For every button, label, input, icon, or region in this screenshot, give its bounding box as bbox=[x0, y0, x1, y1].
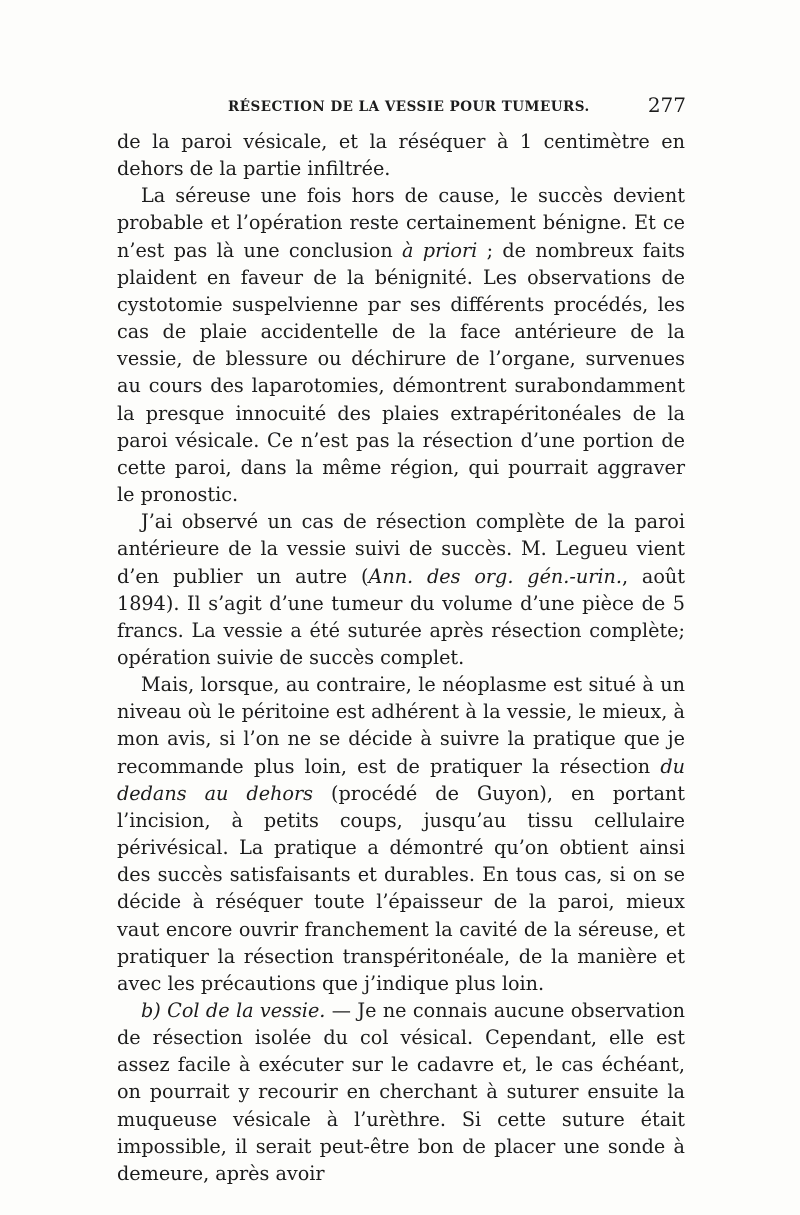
text-run: — Je ne connais aucune observation de résection isolée du col vésical. Cependant, elle est assez facile à exécuter sur le cadavre et, le cas échéant, on pourrait y recourir en cherchant à suturer ensuite la muqueuse vésicale à l’urèthre. Si cette suture était impossible, il serait peut-être bon de placer une sonde à demeure, après avoir bbox=[117, 999, 685, 1185]
page-number: 277 bbox=[647, 93, 686, 117]
paragraph bbox=[117, 997, 685, 1187]
text-run: , août 1894). Il s’agit d’une tumeur du volume d’une pièce de 5 francs. La vessie a été suturée après résection complète; opération suivie de succès complet. bbox=[117, 564, 685, 669]
paragraph bbox=[117, 128, 685, 182]
paragraph bbox=[117, 182, 685, 508]
paragraph bbox=[117, 508, 685, 671]
italic-text: b) Col de la vessie. bbox=[141, 999, 326, 1022]
text-run: La séreuse une fois hors de cause, le succès devient probable et l’opération reste certainement bénigne. Et ce n’est pas là une conclusion bbox=[117, 184, 685, 262]
text-run: Mais, lorsque, au contraire, le néoplasme est situé à un niveau où le péritoine est adhérent à la vessie, le mieux, à mon avis, si l’on ne se décide à suivre la pratique que je recommande plus loin, est de pratiquer la résection bbox=[117, 673, 685, 778]
text-run: J’ai observé un cas de résection complète de la paroi antérieure de la vessie suivi de succès. M. Legueu vient d’en publier un autre ( bbox=[117, 510, 685, 588]
italic-text: à priori bbox=[402, 238, 478, 262]
text-run: (procédé de Guyon), en portant l’incision, à petits coups, jusqu’au tissu cellulaire périvésical. La pratique a démontré qu’on obtient ainsi des succès satisfaisants et durables. En tous cas, si on se décide à réséquer toute l’épaisseur de la paroi, mieux vaut encore ouvrir franchement la cavité de la séreuse, et pratiquer la résection transpéritonéale, de la manière et avec les précautions que j’indique plus loin. bbox=[117, 781, 685, 995]
paragraph bbox=[117, 671, 685, 997]
running-title: RÉSECTION DE LA VESSIE POUR TUMEURS. bbox=[228, 99, 590, 115]
page-header bbox=[120, 93, 686, 123]
text-run: de la paroi vésicale, et la réséquer à 1 centimètre en dehors de la partie infiltrée. bbox=[117, 130, 685, 181]
italic-text: du dedans au dehors bbox=[117, 754, 685, 805]
italic-text: Ann. des org. gén.-urin. bbox=[368, 564, 622, 588]
text-run: ; de nombreux faits plaident en faveur de la bénignité. Les observations de cystotomie suspelvienne par ses différents procédés, les cas de plaie accidentelle de la face antérieure de la vessie, de blessure ou déchirure de l’organe, survenues au cours des laparotomies, démontrent surabondamment la presque innocuité des plaies extrapéritonéales de la paroi vésicale. Ce n’est pas la résection d’une portion de cette paroi, dans la même région, qui pourrait aggraver le pronostic. bbox=[117, 238, 686, 507]
body-text bbox=[117, 128, 685, 1187]
